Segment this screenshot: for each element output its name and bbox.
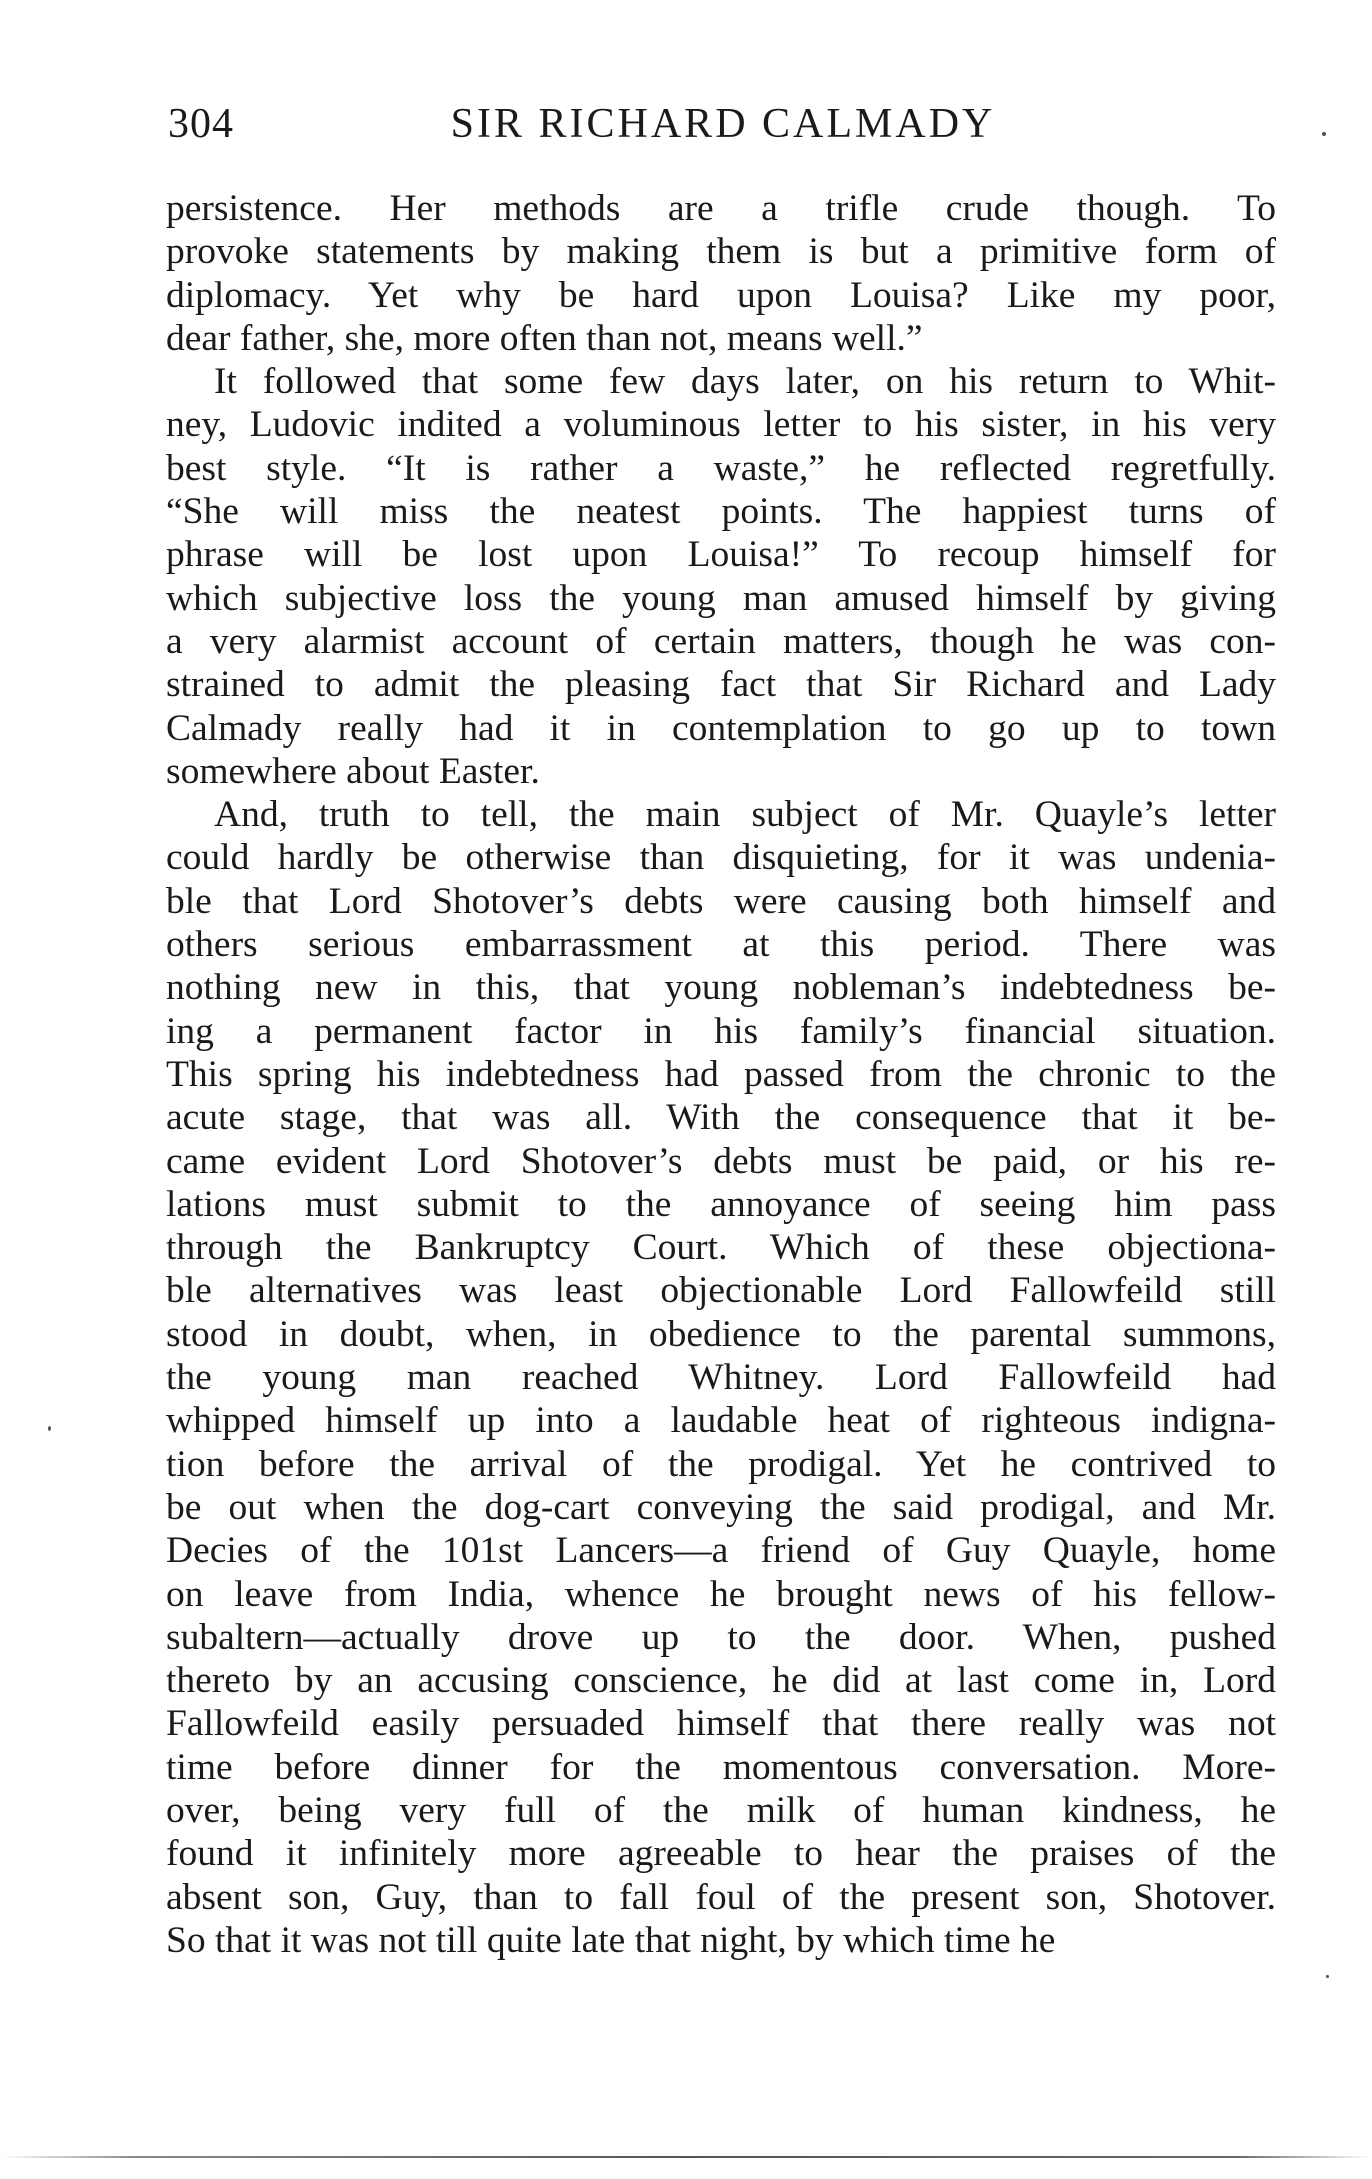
text-line: whipped himself up into a laudable heat of righteous indigna- [166, 1400, 1276, 1442]
text-line: be out when the dog-cart conveying the said prodigal, and Mr. [166, 1486, 1276, 1528]
text-line: It followed that some few days later, on his return to Whit- [214, 361, 1276, 403]
body-text [166, 187, 1276, 1962]
text-line: found it infinitely more agreeable to hear the praises of the [166, 1833, 1276, 1875]
text-line: This spring his indebtedness had passed from the chronic to the [166, 1053, 1276, 1095]
bottom-rule [0, 2156, 1372, 2158]
text-line: best style. “It is rather a waste,” he reflected regretfully. [166, 447, 1276, 489]
paragraph [166, 187, 1276, 360]
text-line: somewhere about Easter. [166, 750, 540, 792]
text-line: came evident Lord Shotover’s debts must be paid, or his re- [166, 1140, 1276, 1182]
text-line: dear father, she, more often than not, means well.” [166, 317, 923, 359]
text-line: ing a permanent factor in his family’s financial situation. [166, 1010, 1276, 1052]
text-line: lations must submit to the annoyance of seeing him pass [166, 1183, 1276, 1225]
text-line: others serious embarrassment at this period. There was [166, 924, 1276, 966]
text-line: which subjective loss the young man amused himself by giving [166, 577, 1276, 619]
text-line: could hardly be otherwise than disquieting, for it was undenia- [166, 837, 1276, 879]
text-line: And, truth to tell, the main subject of Mr. Quayle’s letter [214, 794, 1276, 836]
print-speck [48, 1426, 51, 1431]
text-line: on leave from India, whence he brought news of his fellow- [166, 1573, 1276, 1615]
text-line: strained to admit the pleasing fact that Sir Richard and Lady [166, 664, 1276, 706]
print-speck [1322, 132, 1326, 136]
text-line: provoke statements by making them is but a primitive form of [166, 231, 1276, 273]
print-speck [1326, 1975, 1329, 1978]
text-line: acute stage, that was all. With the consequence that it be- [166, 1097, 1276, 1139]
paragraph [166, 793, 1276, 1962]
text-line: through the Bankruptcy Court. Which of these objectiona- [166, 1227, 1276, 1269]
text-line: absent son, Guy, than to fall foul of the present son, Shotover. [166, 1876, 1276, 1918]
text-line: Calmady really had it in contemplation to go up to town [166, 707, 1276, 749]
page-number: 304 [168, 101, 234, 147]
text-line: phrase will be lost upon Louisa!” To recoup himself for [166, 534, 1276, 576]
text-line: subaltern—actually drove up to the door. When, pushed [166, 1616, 1276, 1658]
text-line: persistence. Her methods are a trifle crude though. To [166, 188, 1276, 229]
text-line: Decies of the 101st Lancers—a friend of Guy Quayle, home [166, 1530, 1276, 1572]
text-line: the young man reached Whitney. Lord Fallowfeild had [166, 1357, 1276, 1399]
text-line: a very alarmist account of certain matters, though he was con- [166, 620, 1276, 662]
text-line: over, being very full of the milk of human kindness, he [166, 1789, 1276, 1831]
text-line: time before dinner for the momentous conversation. More- [166, 1746, 1276, 1788]
text-line: diplomacy. Yet why be hard upon Louisa? Like my poor, [166, 274, 1276, 316]
text-line: nothing new in this, that young nobleman’s indebtedness be- [166, 967, 1276, 1009]
text-line: ble alternatives was least objectionable Lord Fallowfeild still [166, 1270, 1276, 1312]
text-line: tion before the arrival of the prodigal. Yet he contrived to [166, 1443, 1276, 1485]
paragraph [166, 360, 1276, 793]
text-line: So that it was not till quite late that night, by which time he [166, 1919, 1056, 1961]
text-line: thereto by an accusing conscience, he did at last come in, Lord [166, 1660, 1276, 1702]
text-line: ney, Ludovic indited a voluminous letter to his sister, in his very [166, 404, 1276, 446]
text-line: stood in doubt, when, in obedience to the parental summons, [166, 1313, 1276, 1355]
text-line: “She will miss the neatest points. The happiest turns of [166, 491, 1276, 533]
page-header [168, 100, 1278, 160]
running-head: SIR RICHARD CALMADY [450, 101, 996, 147]
text-line: ble that Lord Shotover’s debts were causing both himself and [166, 880, 1276, 922]
text-line: Fallowfeild easily persuaded himself that there really was not [166, 1703, 1276, 1745]
